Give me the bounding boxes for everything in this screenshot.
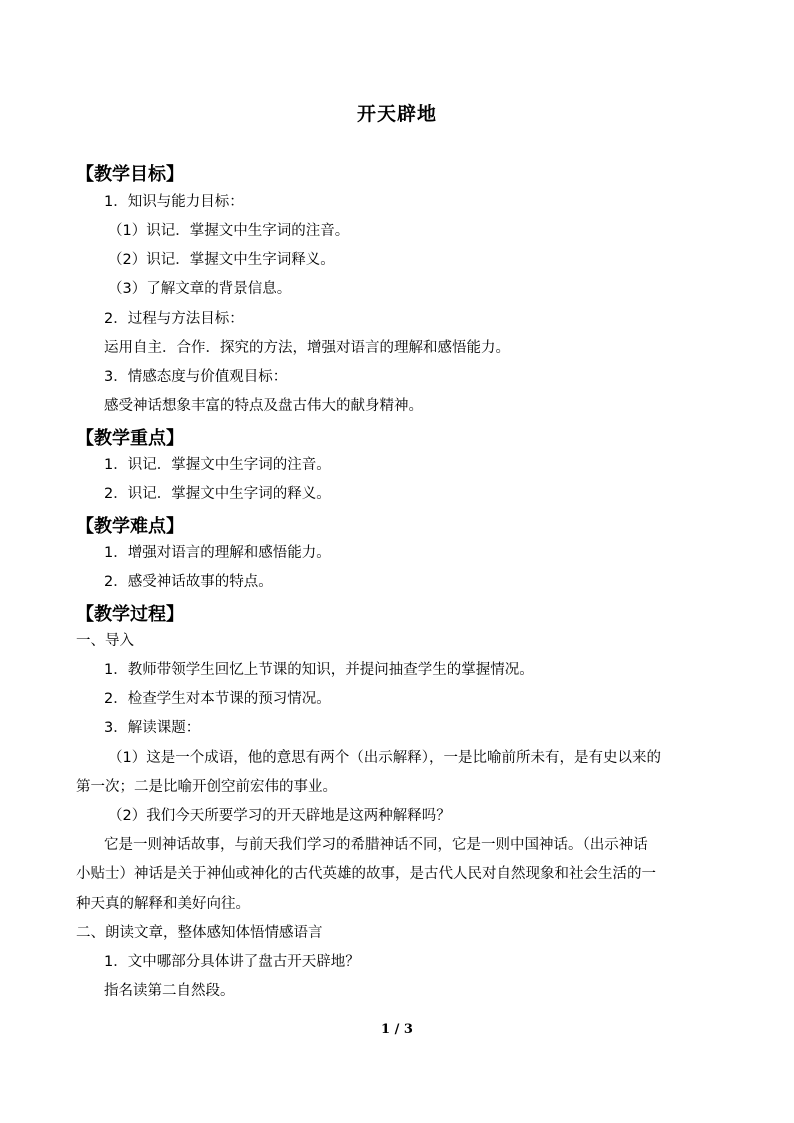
objectives-line: （3）了解文章的背景信息。 <box>108 281 292 297</box>
process-line: 3．解读课题： <box>104 720 201 736</box>
difficulties-heading: 【教学难点】 <box>76 516 184 537</box>
process-line: 第一次；二是比喻开创空前宏伟的事业。 <box>76 779 337 795</box>
process-line: 2．检查学生对本节课的预习情况。 <box>104 691 331 707</box>
difficulties-line: 1．增强对语言的理解和感悟能力。 <box>104 545 331 561</box>
process-line: 指名读第二自然段。 <box>104 983 235 999</box>
objectives-line: 感受神话想象丰富的特点及盘古伟大的献身精神。 <box>104 398 423 414</box>
key-points-heading: 【教学重点】 <box>76 428 184 449</box>
process-line: 1．文中哪部分具体讲了盘古开天辟地？ <box>104 954 360 970</box>
process-heading: 【教学过程】 <box>76 604 184 625</box>
process-line: 小贴士）神话是关于神仙或神化的古代英雄的故事，是古代人民对自然现象和社会生活的一 <box>76 866 656 882</box>
process-line: 种天真的解释和美好向往。 <box>76 896 250 912</box>
objectives-line: 2．过程与方法目标： <box>104 311 244 327</box>
objectives-line: （1）识记．掌握文中生字词的注音。 <box>108 223 350 239</box>
objectives-line: 3．情感态度与价值观目标： <box>104 369 288 385</box>
document-title: 开天辟地 <box>356 103 437 125</box>
key-points-line: 2．识记．掌握文中生字词的释义。 <box>104 486 331 502</box>
key-points-line: 1．识记．掌握文中生字词的注音。 <box>104 457 331 473</box>
page-number: 1 / 3 <box>381 1022 413 1037</box>
difficulties-line: 2．感受神话故事的特点。 <box>104 574 273 590</box>
process-line: （2）我们今天所要学习的开天辟地是这两种解释吗？ <box>108 808 451 824</box>
process-line: 1．教师带领学生回忆上节课的知识，并提问抽查学生的掌握情况。 <box>104 662 534 678</box>
objectives-line: 运用自主．合作．探究的方法，增强对语言的理解和感悟能力。 <box>104 340 510 356</box>
objectives-line: 1．知识与能力目标： <box>104 194 244 210</box>
process-line: 二、朗读文章，整体感知体悟情感语言 <box>76 925 323 941</box>
process-line: （1）这是一个成语，他的意思有两个（出示解释），一是比喻前所未有，是有史以来的 <box>108 750 661 766</box>
process-line: 它是一则神话故事，与前天我们学习的希腊神话不同，它是一则中国神话。（出示神话 <box>104 837 648 853</box>
objectives-heading: 【教学目标】 <box>76 164 184 185</box>
process-line: 一、导入 <box>76 633 134 649</box>
objectives-line: （2）识记．掌握文中生字词释义。 <box>108 252 335 268</box>
